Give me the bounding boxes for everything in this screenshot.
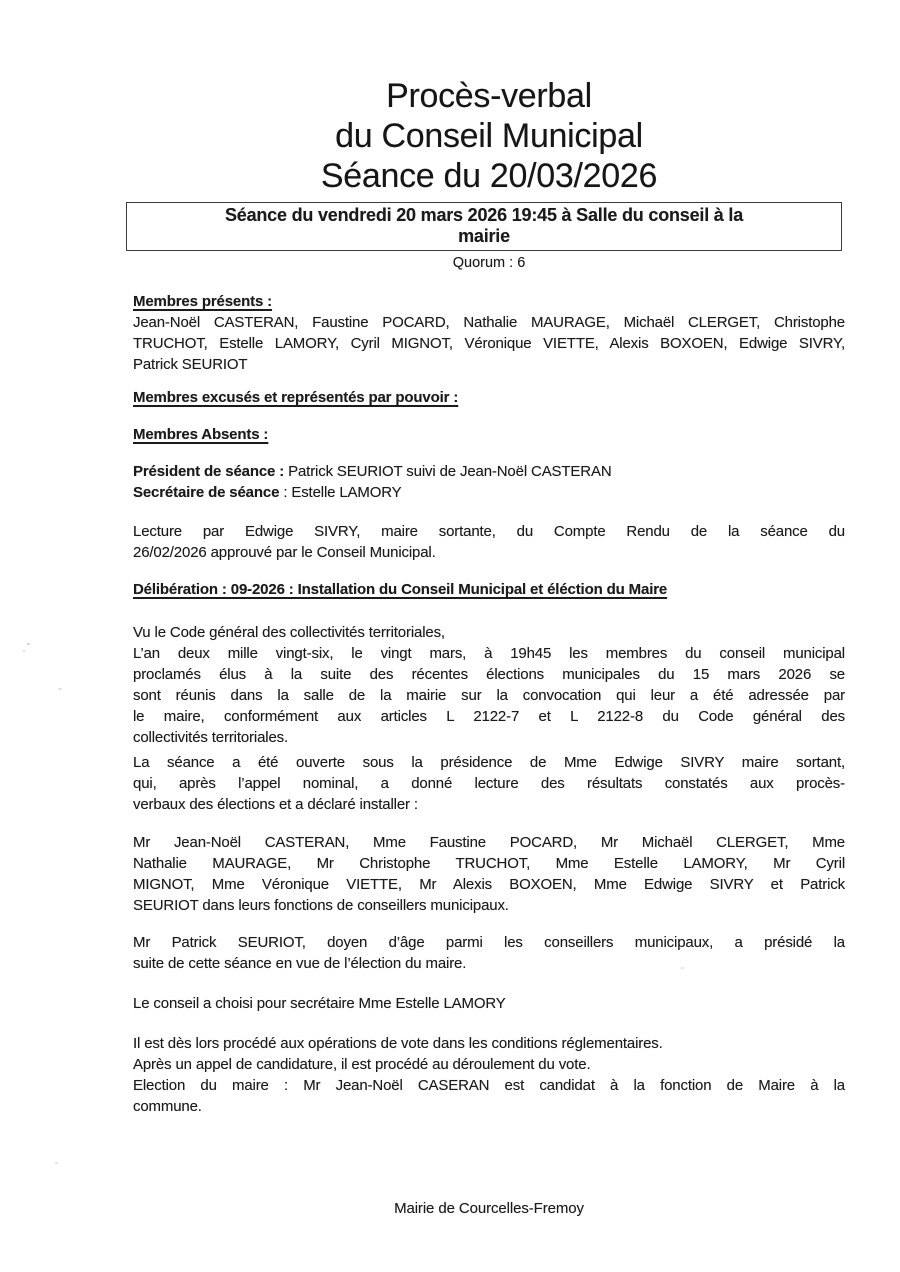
paragraph-candidature xyxy=(133,1075,845,1117)
president-label: Président de séance : xyxy=(133,463,285,480)
scan-speck xyxy=(27,643,30,645)
paragraph-doyen-age xyxy=(133,932,845,974)
text-line: sont réunis dans la salle de la mairie sur la convocation qui leur a été adressée par xyxy=(133,687,845,704)
text-line: 26/02/2026 approuvé par le Conseil Municipal. xyxy=(133,544,436,561)
secretary-value: : Estelle LAMORY xyxy=(283,484,402,501)
paragraph-secretary-choice xyxy=(133,993,845,1014)
text-line: SEURIOT dans leurs fonctions de conseillers municipaux. xyxy=(133,897,509,914)
text-line: proclamés élus à la suite des récentes élections municipales du 15 mars 2026 se xyxy=(133,666,845,683)
members-present-names xyxy=(133,312,845,375)
text-line: MIGNOT, Mme Véronique VIETTE, Mr Alexis BOXOEN, Mme Edwige SIVRY et Patrick xyxy=(133,876,845,893)
secretary-label: Secrétaire de séance xyxy=(133,484,280,501)
scan-speck xyxy=(58,688,62,690)
vote-operations-line: Il est dès lors procédé aux opérations de vote dans les conditions réglementaires. xyxy=(133,1035,663,1052)
president-value: Patrick SEURIOT suivi de Jean-Noël CASTERAN xyxy=(288,463,612,480)
section-heading-members-present: Membres présents : xyxy=(133,293,273,310)
code-general-line: Vu le Code général des collectivités territoriales, xyxy=(133,624,445,641)
session-secretary-line xyxy=(133,482,845,503)
paragraph-installation-conseillers xyxy=(133,832,845,916)
scan-speck xyxy=(23,650,25,652)
text-line: Election du maire : Mr Jean-Noël CASERAN est candidat à la fonction de Maire à la xyxy=(133,1077,845,1094)
session-president-line xyxy=(133,461,845,482)
paragraph-vote-operations xyxy=(133,1033,845,1075)
secretary-choice-line: Le conseil a choisi pour secrétaire Mme Estelle LAMORY xyxy=(133,995,506,1012)
text-line: Mr Jean-Noël CASTERAN, Mme Faustine POCARD, Mr Michaël CLERGET, Mme xyxy=(133,834,845,851)
paragraph-ouverture-seance xyxy=(133,752,845,815)
text-line: suite de cette séance en vue de l’élection du maire. xyxy=(133,955,467,972)
section-heading-members-excused: Membres excusés et représentés par pouvoir : xyxy=(133,389,459,406)
text-line: Mr Patrick SEURIOT, doyen d’âge parmi les conseillers municipaux, a présidé la xyxy=(133,934,845,951)
text-line: collectivités territoriales. xyxy=(133,729,289,746)
session-info-box xyxy=(126,202,842,251)
vote-appel-line: Après un appel de candidature, il est procédé au déroulement du vote. xyxy=(133,1056,591,1073)
lecture-paragraph xyxy=(133,521,845,563)
text-line: Patrick SEURIOT xyxy=(133,356,248,373)
paragraph-convocation xyxy=(133,643,845,748)
text-line: L’an deux mille vingt-six, le vingt mars, à 19h45 les membres du conseil municipal xyxy=(133,645,845,662)
text-line: TRUCHOT, Estelle LAMORY, Cyril MIGNOT, Véronique VIETTE, Alexis BOXOEN, Edwige SIVRY, xyxy=(133,335,845,352)
text-line: du Conseil Municipal xyxy=(335,117,643,155)
text-line: Séance du 20/03/2026 xyxy=(320,157,658,195)
text-line: Lecture par Edwige SIVRY, maire sortante, du Compte Rendu de la séance du xyxy=(133,523,845,540)
text-line: qui, après l’appel nominal, a donné lecture des résultats constatés aux procès- xyxy=(133,775,845,792)
page-title xyxy=(133,0,845,196)
quorum-text: Quorum : 6 xyxy=(452,255,526,271)
deliberation-heading: Délibération : 09-2026 : Installation du Conseil Municipal et éléction du Maire xyxy=(133,581,668,598)
scan-speck xyxy=(680,967,685,969)
text-line: le maire, conformément aux articles L 2122-7 et L 2122-8 du Code général des xyxy=(133,708,845,725)
text-line: Procès-verbal xyxy=(386,77,592,115)
document-content-column xyxy=(133,0,845,1117)
text-line: commune. xyxy=(133,1098,202,1115)
text-line: Jean-Noël CASTERAN, Faustine POCARD, Nathalie MAURAGE, Michaël CLERGET, Christophe xyxy=(133,314,845,331)
page-footer: Mairie de Courcelles-Fremoy xyxy=(394,1200,584,1217)
text-line: verbaux des élections et a déclaré installer : xyxy=(133,796,418,813)
text-line: mairie xyxy=(458,226,510,246)
scan-speck xyxy=(55,1162,58,1164)
text-line: La séance a été ouverte sous la présidence de Mme Edwige SIVRY maire sortant, xyxy=(133,754,845,771)
text-line: Séance du vendredi 20 mars 2026 19:45 à Salle du conseil à la xyxy=(224,205,744,225)
text-line: Nathalie MAURAGE, Mr Christophe TRUCHOT, Mme Estelle LAMORY, Mr Cyril xyxy=(133,855,845,872)
section-heading-members-absent: Membres Absents : xyxy=(133,426,269,443)
paragraph-code-general xyxy=(133,622,845,643)
